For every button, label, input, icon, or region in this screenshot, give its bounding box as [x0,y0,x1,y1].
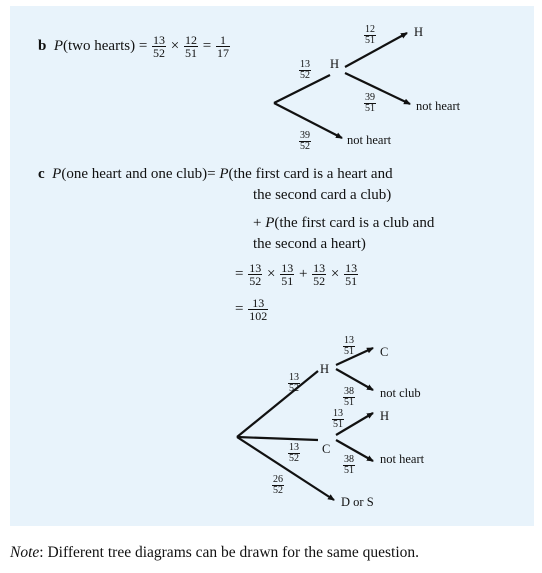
tree-b-top-prob: 12 51 [365,24,375,46]
part-c-line-3: + P(the first card is a club and [253,215,435,231]
part-c-line-1: c P(one heart and one club)= P(the first card is a heart and [38,166,393,182]
tree-b-branch-hh [345,33,407,67]
part-c-label: c [38,166,45,182]
tree-c-label-c: C [380,345,389,359]
part-c-line-4: the second a heart) [253,236,366,252]
tree-c-hn-prob: 38 51 [344,386,354,408]
part-c-fraction-4: $\frac{13}{51}$ [345,261,358,288]
part-c-fraction-3: $\frac{13}{52}$ [313,261,326,288]
tree-b-mid-prob: 39 51 [365,92,375,114]
note-text: : Different tree diagrams can be drawn for the same question. [39,544,420,561]
part-b-fraction-2: $\frac{12}{51}$ [185,33,197,60]
tree-b-low-prob: 39 52 [300,130,310,152]
footnote [10,544,419,562]
tree-c-cn-prob: 38 51 [344,454,354,476]
part-b-fraction-1: $\frac{13}{52}$ [153,33,166,60]
part-b-fraction-3: $\frac{1}{17}$ [216,33,229,60]
tree-c-label-not-club: not club [380,386,421,400]
tree-c-branch-ds [237,437,334,500]
tree-b-node-h: H [330,57,340,71]
tree-c-ch-prob: 13 51 [333,408,343,430]
part-b-times: × [170,37,180,54]
tree-b-branch-hn [345,73,410,104]
tree-b-label-not-heart: not heart [416,99,461,113]
part-c-calculation: = $\frac{13}{52}$ × $\frac{13}{51}$ + $\frac{13}{52}$ × $\frac{13}{51}$ [235,261,358,288]
part-b-event: (two hearts) = [63,37,148,54]
tree-c-node-c: C [322,442,331,456]
tree-c-branch-h [237,371,318,437]
part-c-fraction-1: $\frac{13}{52}$ [249,261,262,288]
tree-c-label-h: H [380,409,390,423]
part-c-fraction-2: $\frac{13}{51}$ [281,261,294,288]
tree-c-branch-c [237,437,318,440]
tree-b-label-h: H [414,25,424,39]
tree-b-root-prob: 13 52 [300,59,310,81]
tree-c-label-not-heart: not heart [380,452,425,466]
tree-c-hc-prob: 13 51 [344,335,354,357]
note-label: Note [10,544,40,561]
part-c-line-2: the second card a club) [253,187,392,203]
part-c-result: = $\frac{13}{102}$ [235,296,268,323]
tree-b-label-not-heart-2: not heart [347,133,392,147]
tree-c-node-h: H [320,362,330,376]
tree-c-c-prob: 13 52 [289,442,299,464]
part-b-equals: = [202,37,212,54]
part-c-result-fraction: $\frac{13}{102}$ [249,296,268,323]
part-b-label: b [38,37,47,54]
tree-c-h-prob: 13 52 [289,372,299,394]
tree-c-ds-prob: 26 52 [273,474,283,496]
part-b-p: P [53,37,64,54]
tree-c-label-d-or-s: D or S [341,495,374,509]
